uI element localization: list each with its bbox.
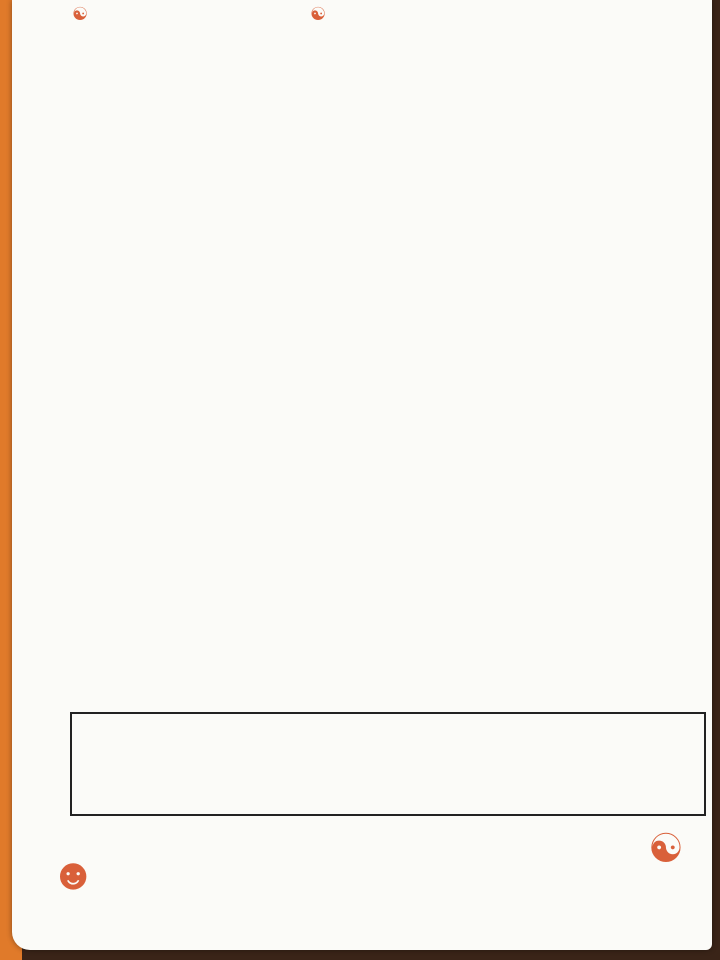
- bunny-mascot-icon: ☯: [72, 4, 89, 24]
- chef-mascot-icon: ☻: [50, 850, 97, 899]
- allergy-sheet: [12, 0, 712, 950]
- bunny-mascot-icon: ☯: [648, 827, 684, 871]
- bunny-mascot-icon: ☯: [310, 4, 327, 24]
- footnote-box: [70, 712, 706, 816]
